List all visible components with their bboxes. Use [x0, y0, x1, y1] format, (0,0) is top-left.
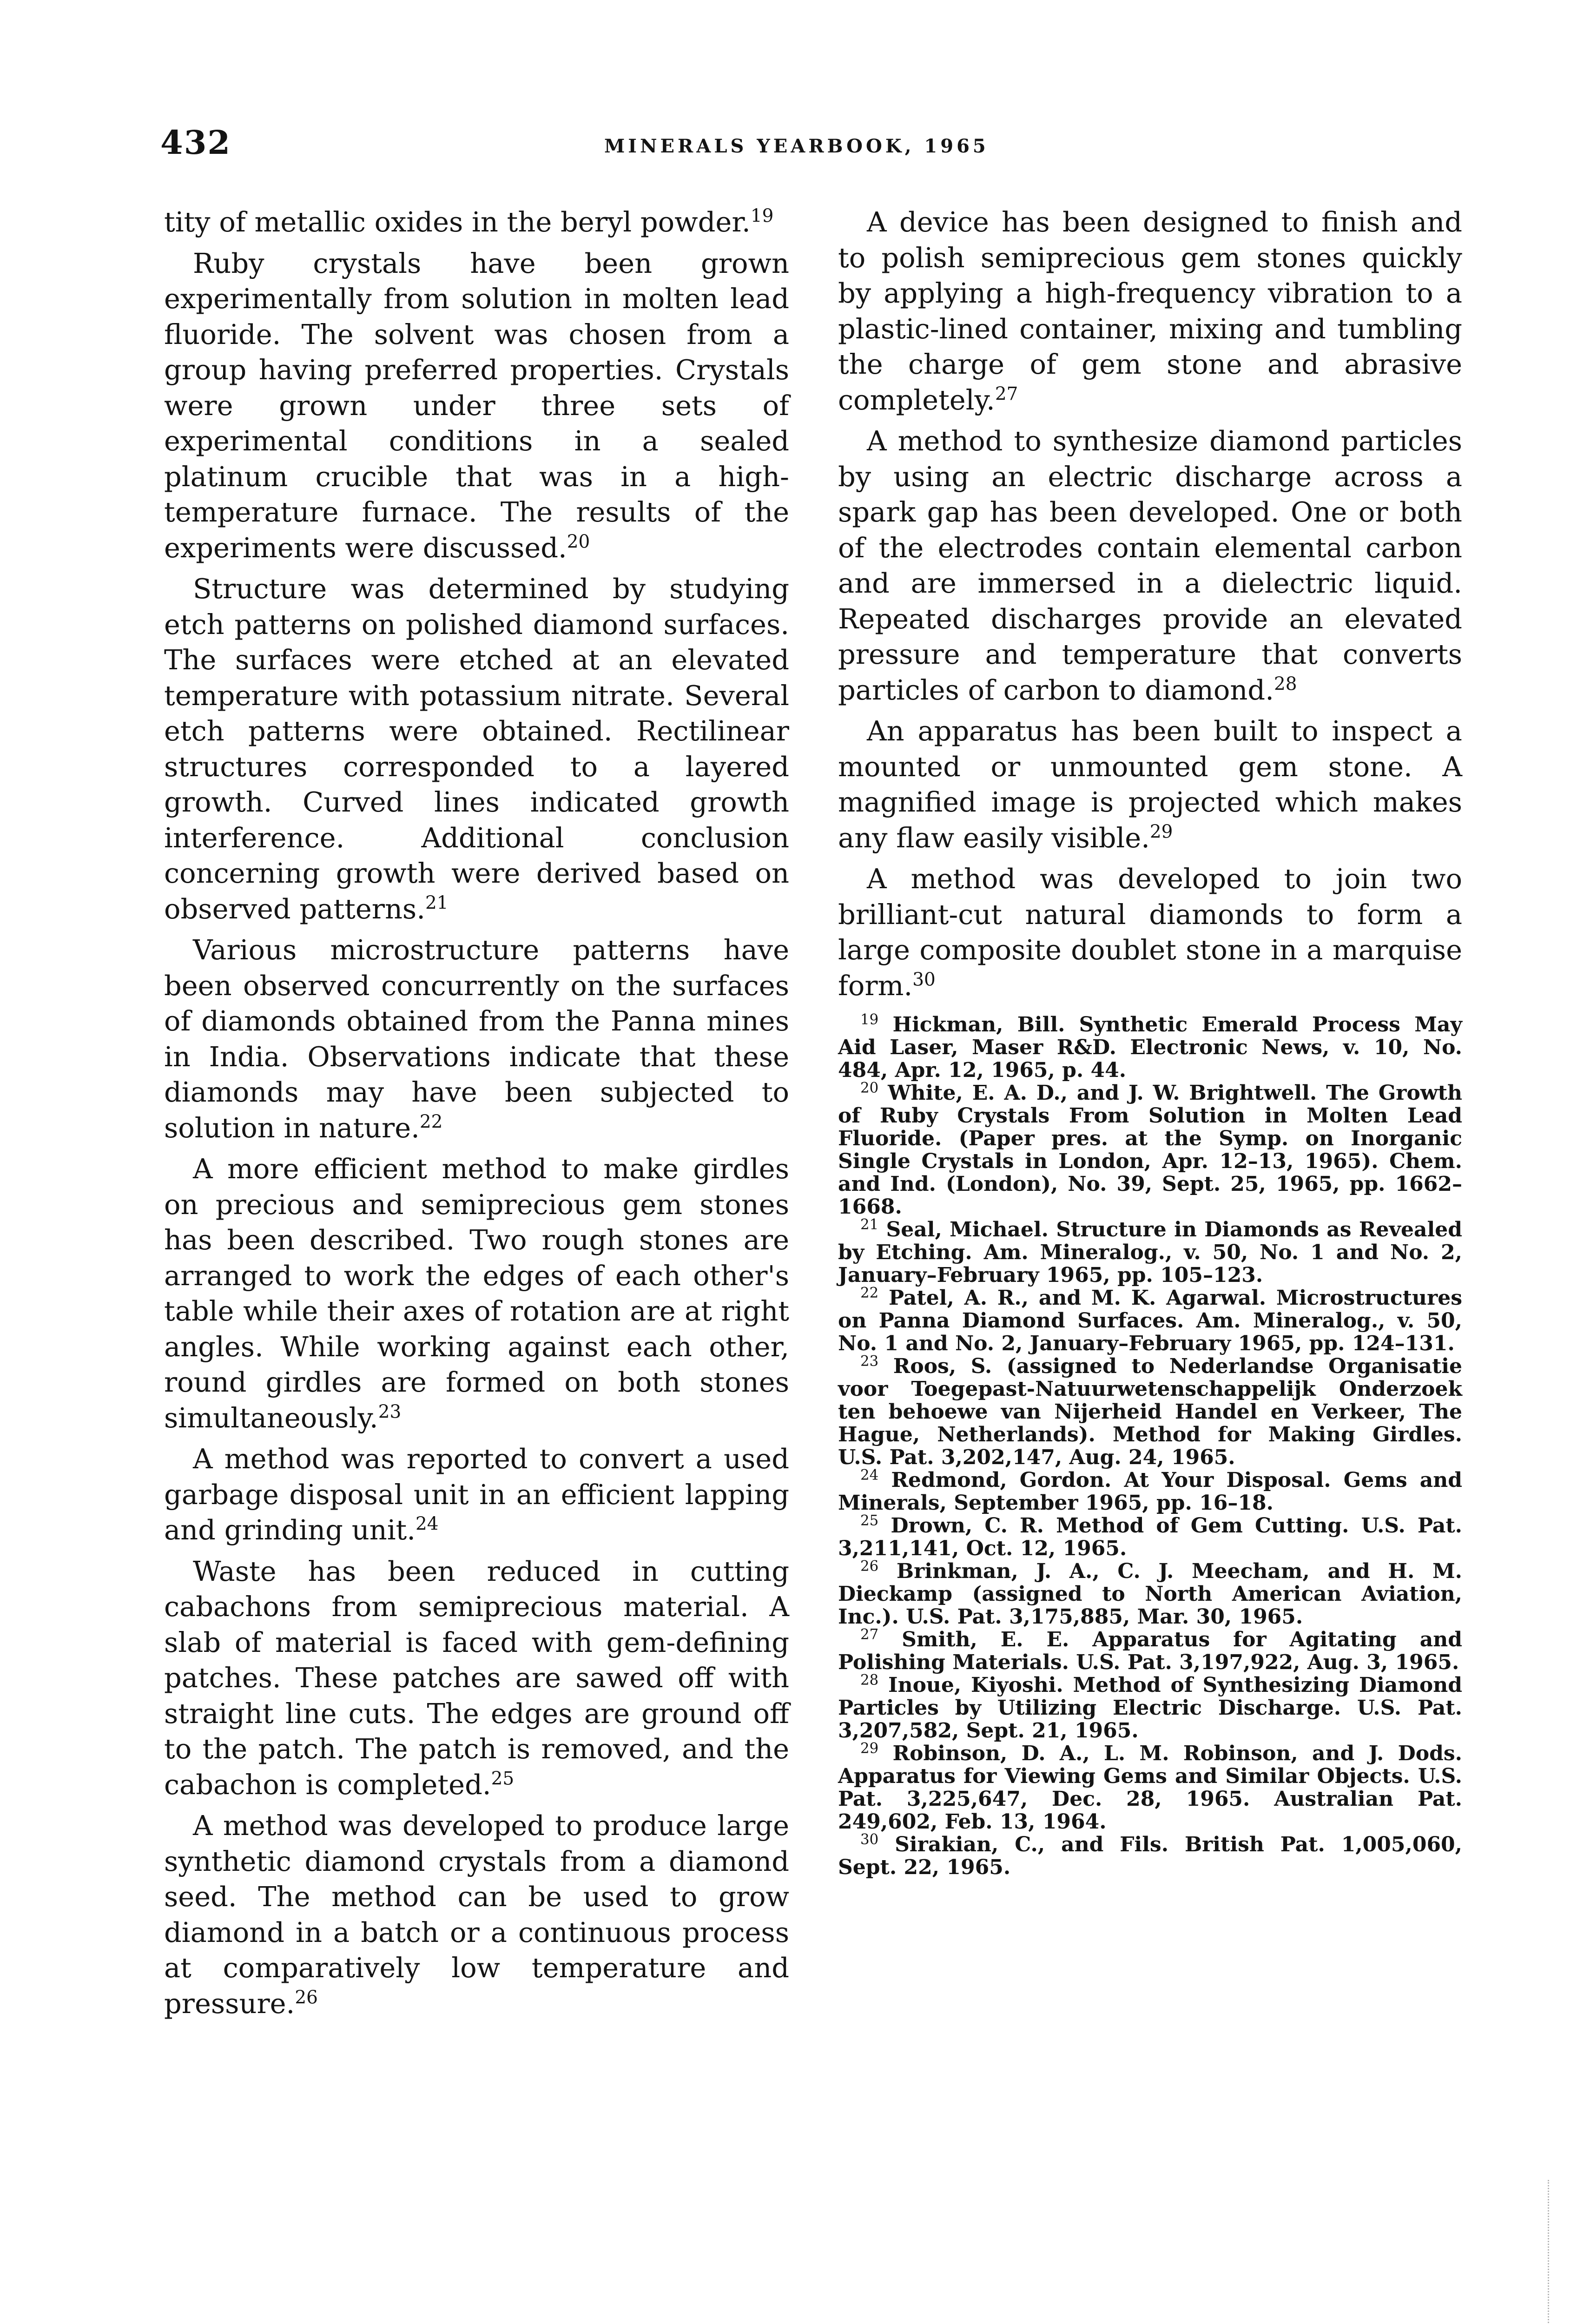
footnote-number: 22 — [860, 1284, 879, 1301]
footnote-number: 24 — [860, 1466, 879, 1484]
footnote — [838, 1514, 1462, 1560]
paragraph-text: Structure was determined by studying etch patterns on polished diamond surfaces. The surfaces were etched at an elevated temperature with potassium nitrate. Several etch patterns were obtained. Rectilinear structures corresponded to a layered growth. Curved lines indicated growth interference. Additional conclusion concerning growth were derived based on observed patterns. — [164, 573, 789, 925]
paragraph-text: A method to synthesize diamond particles by using an electric discharge across a spark gap has been developed. One or both of the electrodes contain elemental carbon and are immersed in a dielectric liquid. Repeated discharges provide an elevated pressure and temperature that converts particles of carbon to diamond. — [838, 425, 1462, 706]
paragraph-text: A more efficient method to make girdles on precious and semiprecious gem stones has been described. Two rough stones are arranged to work the edges of each other's table while their axes of rotation are at right angles. While working against each other, round girdles are formed on both stones simultaneously. — [164, 1153, 789, 1434]
footnote-ref: 28 — [1273, 673, 1297, 694]
footnote-number: 25 — [860, 1512, 879, 1529]
paragraph — [838, 423, 1462, 708]
footnote-ref: 19 — [750, 205, 774, 227]
footnote-ref: 21 — [425, 892, 449, 913]
paragraph-text: Waste has been reduced in cutting cabachons from semiprecious material. A slab of material is faced with gem-defining patches. These patches are sawed off with straight line cuts. The edges are ground off to the patch. The patch is removed, and the cabachon is completed. — [164, 1555, 789, 1801]
footnote-ref: 23 — [378, 1401, 402, 1422]
paragraph-text: A method was developed to produce large synthetic diamond crystals from a diamond seed. The method can be used to grow diamond in a batch or a continuous process at comparatively low temperature and pressure. — [164, 1809, 789, 2020]
footnote-text: Brinkman, J. A., C. J. Meecham, and H. M. Dieckamp (assigned to North American Aviation, Inc.). U.S. Pat. 3,175,885, Mar. 30, 1965. — [838, 1559, 1462, 1629]
footnote-text: Drown, C. R. Method of Gem Cutting. U.S. Pat. 3,211,141, Oct. 12, 1965. — [838, 1514, 1462, 1560]
footnote-ref: 26 — [295, 1987, 318, 2008]
footnote-number: 30 — [860, 1831, 879, 1848]
footnote — [838, 1013, 1462, 1082]
footnote-number: 26 — [860, 1558, 879, 1575]
footnote-number: 23 — [860, 1353, 879, 1370]
paragraph — [838, 861, 1462, 1004]
footnote — [838, 1833, 1462, 1879]
footnote-text: Redmond, Gordon. At Your Disposal. Gems and Minerals, September 1965, pp. 16–18. — [838, 1468, 1462, 1515]
paragraph-text: A method was reported to convert a used garbage disposal unit in an efficient lapping and grinding unit. — [164, 1443, 789, 1546]
scan-edge-mark — [1548, 2180, 1553, 2324]
footnote-ref: 20 — [567, 531, 590, 552]
footnote-number: 21 — [860, 1216, 879, 1233]
footnote-text: Roos, S. (assigned to Nederlandse Organisatie voor Toegepast-Natuurwetenschappelijk Onderzoek ten behoewe van Nijerheid Handel en Verkeer, The Hague, Netherlands). Method for Making Girdles. U.S. Pat. 3,202,147, Aug. 24, 1965. — [838, 1354, 1462, 1469]
paragraph — [164, 932, 789, 1146]
paragraph-text: An apparatus has been built to inspect a mounted or unmounted gem stone. A magnified image is projected which makes any flaw easily visible. — [838, 715, 1462, 854]
paragraph — [164, 246, 789, 566]
footnotes — [838, 1013, 1462, 1879]
running-head: MINERALS YEARBOOK, 1965 — [604, 135, 989, 157]
footnote-text: Seal, Michael. Structure in Diamonds as Revealed by Etching. Am. Mineralog., v. 50, No. 1 and No. 2, January–February 1965, pp. 105–123. — [838, 1218, 1462, 1287]
footnote — [838, 1218, 1462, 1287]
footnote-text: Smith, E. E. Apparatus for Agitating and Polishing Materials. U.S. Pat. 3,197,922, Aug. 3, 1965. — [838, 1628, 1462, 1674]
footnote — [838, 1742, 1462, 1833]
paragraph-text: tity of metallic oxides in the beryl powder. — [164, 206, 751, 238]
footnote-number: 27 — [860, 1626, 879, 1643]
footnote — [838, 1671, 1462, 1743]
paragraph — [164, 1151, 789, 1436]
paragraph — [164, 205, 789, 240]
footnote-number: 28 — [860, 1671, 879, 1689]
footnote-ref: 30 — [912, 969, 936, 990]
footnote-number: 20 — [860, 1079, 879, 1096]
paragraph-text: A method was developed to join two brilliant-cut natural diamonds to form a large composite doublet stone in a marquise form. — [838, 863, 1462, 1002]
page-number: 432 — [160, 123, 231, 162]
footnote — [838, 1466, 1462, 1515]
footnote-text: Inoue, Kiyoshi. Method of Synthesizing Diamond Particles by Utilizing Electric Discharge. U.S. Pat. 3,207,582, Sept. 21, 1965. — [838, 1673, 1462, 1743]
paragraph — [164, 1554, 789, 1803]
right-column — [838, 205, 1462, 1009]
footnote-number: 29 — [860, 1740, 879, 1757]
paragraph — [838, 205, 1462, 418]
footnote — [838, 1628, 1462, 1674]
paragraph — [164, 1808, 789, 2021]
footnote-text: Robinson, D. A., L. M. Robinson, and J. Dods. Apparatus for Viewing Gems and Similar Objects. U.S. Pat. 3,225,647, Dec. 28, 1965. Australian Pat. 249,602, Feb. 13, 1964. — [838, 1742, 1462, 1834]
footnote-ref: 27 — [995, 383, 1018, 404]
paragraph — [164, 1441, 789, 1548]
footnote-text: White, E. A. D., and J. W. Brightwell. The Growth of Ruby Crystals From Solution in Molten Lead Fluoride. (Paper pres. at the Symp. on Inorganic Single Crystals in London, Apr. 12–13, 1965). Chem. and Ind. (London), No. 39, Sept. 25, 1965, pp. 1662–1668. — [838, 1081, 1462, 1219]
paragraph — [164, 571, 789, 927]
footnote-ref: 29 — [1149, 821, 1173, 842]
footnote-ref: 24 — [416, 1513, 439, 1535]
footnote-ref: 25 — [491, 1768, 515, 1789]
paragraph-text: Various microstructure patterns have been observed concurrently on the surfaces of diamonds obtained from the Panna mines in India. Observations indicate that these diamonds may have been subjected to solution in nature. — [164, 934, 789, 1144]
footnote-text: Hickman, Bill. Synthetic Emerald Process May Aid Laser, Maser R&D. Electronic News, v. 10, No. 484, Apr. 12, 1965, p. 44. — [838, 1013, 1462, 1082]
footnote — [838, 1560, 1462, 1628]
footnote-ref: 22 — [419, 1111, 443, 1132]
footnote — [838, 1355, 1462, 1469]
footnote — [838, 1079, 1462, 1219]
footnote-number: 19 — [860, 1011, 879, 1028]
paragraph-text: A device has been designed to finish and to polish semiprecious gem stones quickly by applying a high-frequency vibration to a plastic-lined container, mixing and tumbling the charge of gem stone and abrasive completely. — [838, 206, 1462, 416]
footnote-text: Patel, A. R., and M. K. Agarwal. Microstructures on Panna Diamond Surfaces. Am. Mineralog., v. 50, No. 1 and No. 2, January–February 1965, pp. 124–131. — [838, 1286, 1462, 1355]
footnote-text: Sirakian, C., and Fils. British Pat. 1,005,060, Sept. 22, 1965. — [838, 1833, 1462, 1879]
paragraph — [838, 713, 1462, 856]
paragraph-text: Ruby crystals have been grown experimentally from solution in molten lead fluoride. The solvent was chosen from a group having preferred properties. Crystals were grown under three sets of experimental conditions in a sealed platinum crucible that was in a high-temperature furnace. The results of the experiments were discussed. — [164, 247, 789, 564]
footnote — [838, 1284, 1462, 1355]
left-column — [164, 205, 789, 2027]
